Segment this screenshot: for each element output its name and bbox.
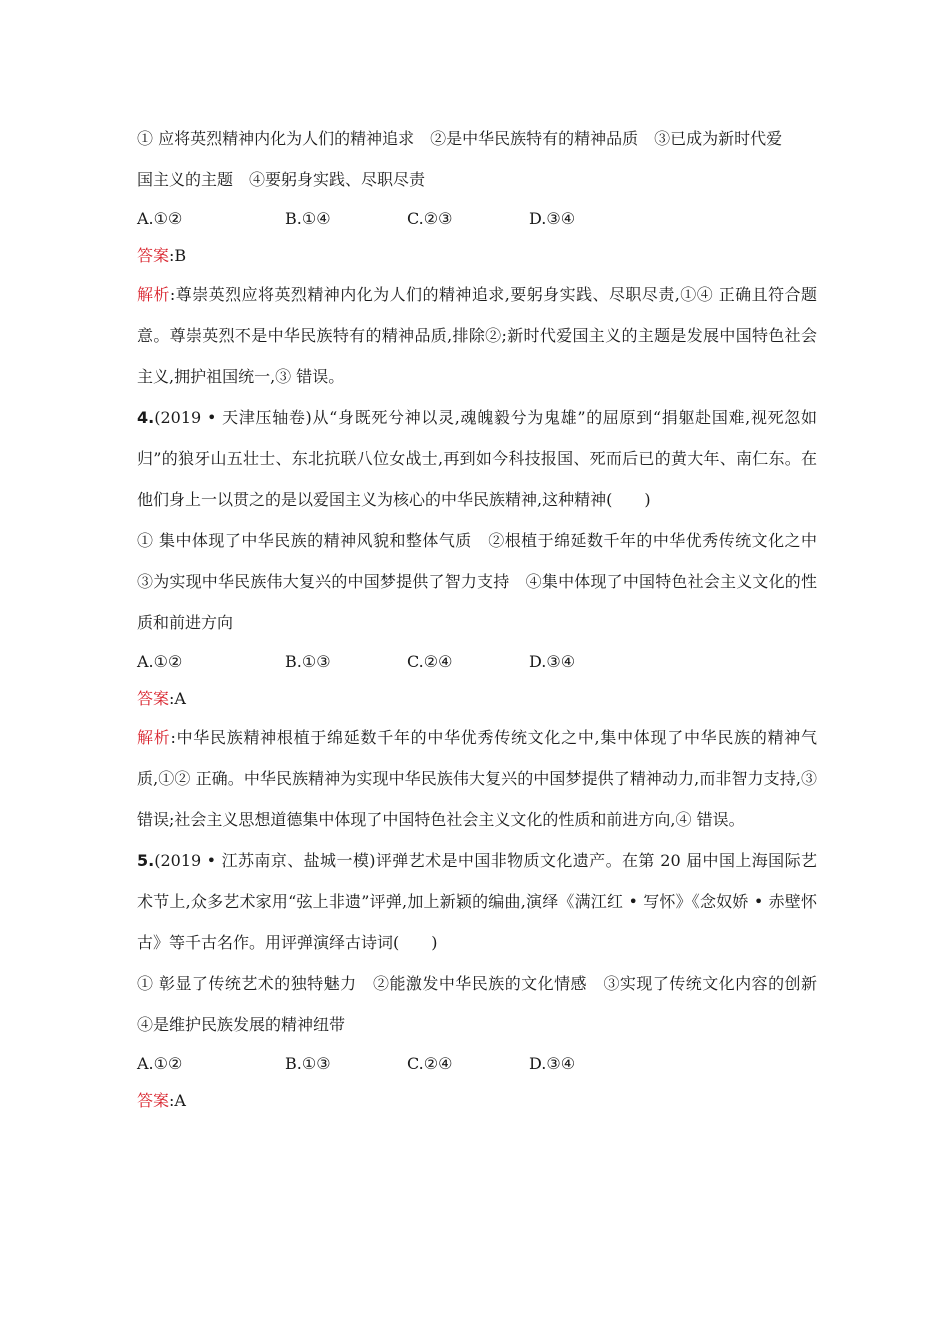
- q4-option-a: A.①②: [137, 652, 183, 671]
- q3-options: [137, 200, 817, 238]
- question-content: [137, 118, 834, 1119]
- answer-value: :A: [169, 689, 186, 708]
- q5-option-c: C.②④: [407, 1054, 453, 1073]
- question-4: [137, 397, 834, 840]
- q3-option-c: C.②③: [407, 209, 453, 228]
- question-5: [137, 840, 834, 1119]
- q4-stem-text: (2019 • 天津压轴卷)从“身既死兮神以灵,魂魄毅兮为鬼雄”的屈原到“捐躯赴国难,视死忽如归”的狼牙山五壮士、东北抗联八位女战士,再到如今科技报国、死而后已的黄大年、南仁东。在他们身上一以贯之的是以爱国主义为核心的中华民族精神,这种精神( ): [137, 408, 817, 509]
- q4-stem: [137, 397, 817, 520]
- q3-statements-line-2: 国主义的主题 ④要躬身实践、尽职尽责: [137, 170, 426, 189]
- q4-option-b: B.①③: [285, 652, 331, 671]
- question-number: 5.: [137, 851, 155, 870]
- q5-option-b: B.①③: [285, 1054, 331, 1073]
- q4-statements: ① 集中体现了中华民族的精神风貌和整体气质 ②根植于绵延数千年的中华优秀传统文化之中 ③为实现中华民族伟大复兴的中国梦提供了智力支持 ④集中体现了中国特色社会主义文化的性质和前进方向: [137, 531, 834, 632]
- answer-label: 答案: [137, 1091, 170, 1110]
- q5-stem: [137, 840, 817, 963]
- q3-option-a: A.①②: [137, 209, 183, 228]
- q4-analysis: [137, 717, 817, 840]
- analysis-label: 解析: [137, 728, 171, 747]
- answer-label: 答案: [137, 689, 170, 708]
- q5-stem-text: (2019 • 江苏南京、盐城一模)评弹艺术是中国非物质文化遗产。在第 20 届中国上海国际艺术节上,众多艺术家用“弦上非遗”评弹,加上新颖的编曲,演绎《满江红 • 写怀》《念奴娇 • 赤壁怀古》等千古名作。用评弹演绎古诗词( ): [137, 851, 817, 952]
- q3-option-b: B.①④: [285, 209, 331, 228]
- answer-value: :A: [169, 1091, 186, 1110]
- q5-statements: ① 彰显了传统艺术的独特魅力 ②能激发中华民族的文化情感 ③实现了传统文化内容的创新 ④是维护民族发展的精神纽带: [137, 974, 834, 1034]
- question-number: 4.: [137, 408, 155, 427]
- analysis-text: :尊崇英烈应将英烈精神内化为人们的精神追求,要躬身实践、尽职尽责,①④ 正确且符合题意。尊崇英烈不是中华民族特有的精神品质,排除②;新时代爱国主义的主题是发展中国特色社会主义,拥护祖国统一,③ 错误。: [137, 285, 817, 386]
- answer-value: :B: [169, 246, 187, 265]
- q3-answer: [137, 238, 817, 274]
- q3-option-d: D.③④: [529, 209, 576, 228]
- q5-options: [137, 1045, 817, 1083]
- q5-option-d: D.③④: [529, 1054, 576, 1073]
- q4-options: [137, 643, 817, 681]
- q3-analysis: [137, 274, 817, 397]
- q4-answer: [137, 681, 817, 717]
- q5-option-a: A.①②: [137, 1054, 183, 1073]
- q4-option-c: C.②④: [407, 652, 453, 671]
- q3-statements-line-1: ① 应将英烈精神内化为人们的精神追求 ②是中华民族特有的精神品质 ③已成为新时代爱: [137, 129, 783, 148]
- answer-label: 答案: [137, 246, 170, 265]
- analysis-text: :中华民族精神根植于绵延数千年的中华优秀传统文化之中,集中体现了中华民族的精神气质,①② 正确。中华民族精神为实现中华民族伟大复兴的中国梦提供了精神动力,而非智力支持,③ 错误;社会主义思想道德集中体现了中国特色社会主义文化的性质和前进方向,④ 错误。: [137, 728, 817, 829]
- q4-option-d: D.③④: [529, 652, 576, 671]
- q5-answer: [137, 1083, 817, 1119]
- question-3-tail: [137, 118, 817, 397]
- analysis-label: 解析: [137, 285, 170, 304]
